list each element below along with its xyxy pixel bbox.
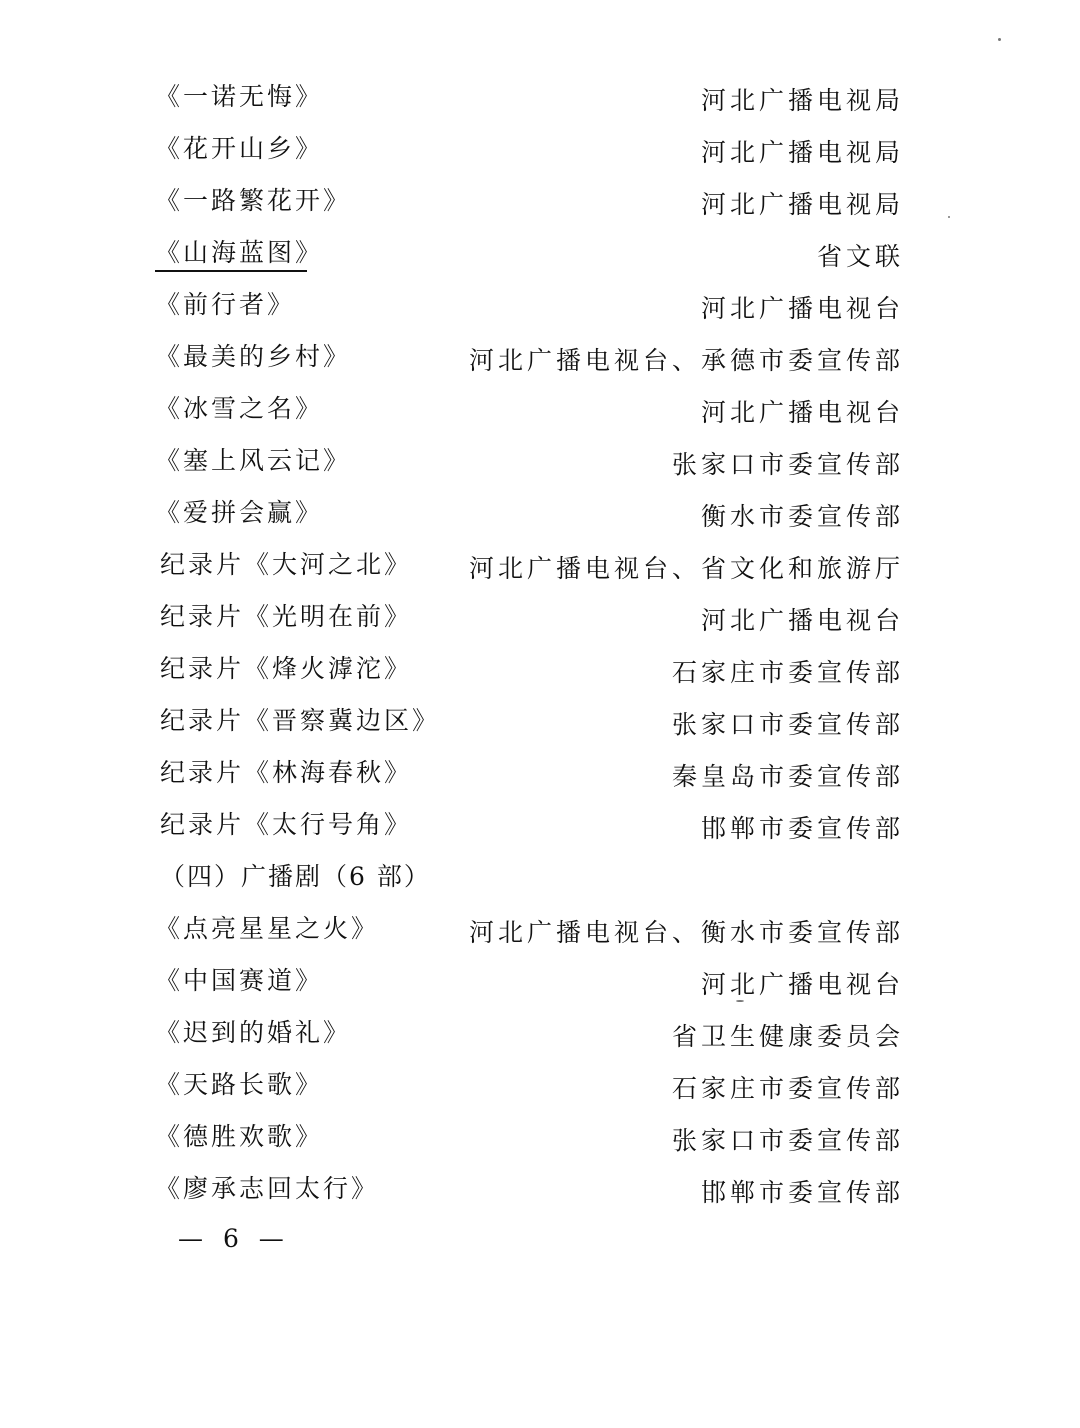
work-organization: 邯郸市委宣传部 xyxy=(700,814,904,843)
work-title: 《德胜欢歌》 xyxy=(155,1122,324,1151)
list-item xyxy=(0,1112,1080,1164)
list-item xyxy=(0,488,1080,540)
work-organization: 省文联 xyxy=(816,242,904,271)
list-item xyxy=(0,384,1080,436)
list-item xyxy=(0,1008,1080,1060)
work-title: 《冰雪之名》 xyxy=(155,394,324,423)
work-organization: 张家口市委宣传部 xyxy=(671,710,904,739)
work-title: 纪录片《太行号角》 xyxy=(160,810,413,839)
page-number: — 6 — xyxy=(178,1224,290,1253)
list-item xyxy=(0,280,1080,332)
work-organization: 石家庄市委宣传部 xyxy=(671,1074,904,1103)
list-item xyxy=(0,176,1080,228)
work-organization: 河北广播电视台、衡水市委宣传部 xyxy=(468,918,904,947)
work-title: 纪录片《林海春秋》 xyxy=(160,758,413,787)
work-title: 《一诺无悔》 xyxy=(155,82,324,111)
list-item xyxy=(0,72,1080,124)
work-organization: 河北广播电视台 xyxy=(700,398,904,427)
work-organization: 河北广播电视台 xyxy=(700,294,904,323)
work-title: 《一路繁花开》 xyxy=(155,186,352,215)
list-item xyxy=(0,1060,1080,1112)
scan-speck xyxy=(948,216,950,218)
work-title: 《爱拼会赢》 xyxy=(155,498,324,527)
work-title: 《花开山乡》 xyxy=(155,134,324,163)
work-title: 《天路长歌》 xyxy=(155,1070,324,1099)
work-title: 《点亮星星之火》 xyxy=(155,914,380,943)
list-item xyxy=(0,800,1080,852)
work-title: 《前行者》 xyxy=(155,290,296,319)
list-item xyxy=(0,956,1080,1008)
work-organization: 河北广播电视台、承德市委宣传部 xyxy=(468,346,904,375)
list-item xyxy=(0,644,1080,696)
work-organization: 河北广播电视局 xyxy=(700,190,904,219)
work-organization: 河北广播电视局 xyxy=(700,138,904,167)
work-organization: 石家庄市委宣传部 xyxy=(671,658,904,687)
work-organization: 河北广播电视台 xyxy=(700,970,904,999)
list-item xyxy=(0,1164,1080,1216)
work-title: 《廖承志回太行》 xyxy=(155,1174,380,1203)
list-item xyxy=(0,904,1080,956)
section-heading: （四）广播剧（6 部） xyxy=(160,862,431,891)
work-organization: 省卫生健康委员会 xyxy=(671,1022,904,1051)
scan-speck xyxy=(736,1000,744,1002)
work-title: 《塞上风云记》 xyxy=(155,446,352,475)
list-item xyxy=(0,696,1080,748)
work-title: 纪录片《光明在前》 xyxy=(160,602,413,631)
list xyxy=(0,72,1080,1216)
list-item xyxy=(0,436,1080,488)
work-organization: 邯郸市委宣传部 xyxy=(700,1178,904,1207)
work-title: 纪录片《烽火滹沱》 xyxy=(160,654,413,683)
work-organization: 河北广播电视局 xyxy=(700,86,904,115)
work-title: 《中国赛道》 xyxy=(155,966,324,995)
work-title: 纪录片《大河之北》 xyxy=(160,550,413,579)
work-organization: 河北广播电视台 xyxy=(700,606,904,635)
scan-speck xyxy=(998,38,1001,41)
list-item xyxy=(0,748,1080,800)
work-title: 《最美的乡村》 xyxy=(155,342,352,371)
work-organization: 秦皇岛市委宣传部 xyxy=(671,762,904,791)
work-title: 《山海蓝图》 xyxy=(155,238,324,267)
list-item xyxy=(0,332,1080,384)
work-title: 《迟到的婚礼》 xyxy=(155,1018,352,1047)
work-organization: 衡水市委宣传部 xyxy=(700,502,904,531)
work-organization: 张家口市委宣传部 xyxy=(671,450,904,479)
list-item xyxy=(0,592,1080,644)
section-heading-row xyxy=(0,852,1080,904)
work-organization: 张家口市委宣传部 xyxy=(671,1126,904,1155)
list-item xyxy=(0,228,1080,280)
work-organization: 河北广播电视台、省文化和旅游厅 xyxy=(468,554,904,583)
list-item xyxy=(0,124,1080,176)
work-title: 纪录片《晋察冀边区》 xyxy=(160,706,441,735)
title-underline xyxy=(155,270,307,272)
list-item xyxy=(0,540,1080,592)
